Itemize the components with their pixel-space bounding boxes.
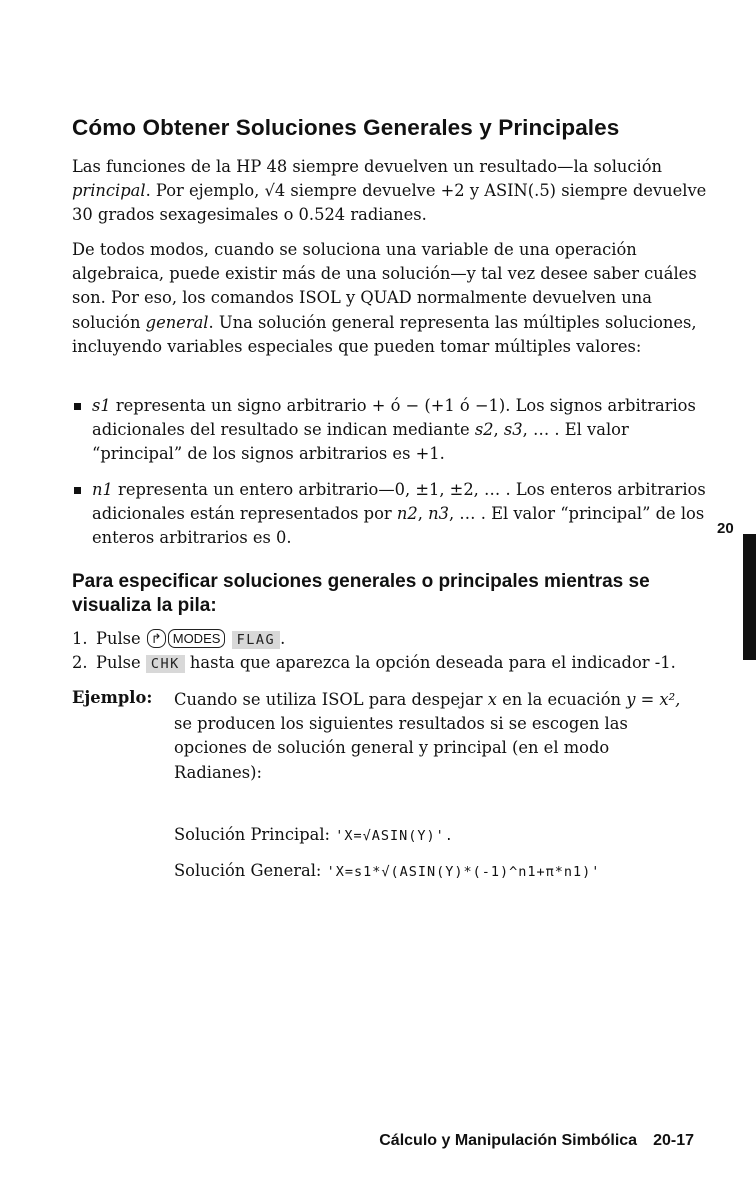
var-n3: n3 — [428, 504, 449, 524]
paragraph-text: De todos modos, cuando se soluciona una variable de una operación algebraica, puede existir más de una solución—y tal vez desee saber cuáles son. Por eso, los comandos ISOL y QUAD normalmente devuelven una solución — [72, 240, 697, 332]
modes-key: MODES — [168, 629, 226, 648]
paragraph-principal — [72, 155, 712, 228]
bullet-text-part: , … . El valor “principal” de los signos arbitrarios es +1. — [92, 420, 629, 464]
step-text: hasta que aparezca la opción deseada para el indicador -1. — [184, 653, 676, 673]
footer-title: Cálculo y Manipulación Simbólica — [379, 1132, 638, 1149]
bullet-text — [92, 478, 712, 551]
step-text: Pulse — [96, 653, 146, 673]
example-label: Ejemplo: — [72, 688, 153, 707]
chapter-tab-number: 20 — [717, 520, 734, 537]
paragraph-general — [72, 238, 712, 359]
procedure-steps — [72, 627, 692, 675]
bullet-item-sign — [72, 394, 712, 467]
example-text — [174, 688, 694, 785]
bullet-text-part: representa un entero arbitrario—0, ±1, ±2, … . Los enteros arbitrarios adicionales están representados por — [92, 480, 706, 524]
bullet-text-part: , — [417, 504, 429, 524]
var-s2: s2 — [474, 420, 494, 440]
emphasis-general: general — [145, 312, 209, 332]
solution-label: Solución Principal: — [174, 825, 336, 844]
bullet-item-integer — [72, 478, 712, 551]
flag-menu-key: FLAG — [232, 631, 281, 649]
paragraph-text: . Por ejemplo, √4 siempre devuelve +2 y ASIN(.5) siempre devuelve 30 grados sexagesimales o 0.524 radianes. — [72, 181, 707, 225]
general-solution — [174, 859, 694, 884]
var-x: x — [487, 690, 497, 709]
var-n1: n1 — [92, 480, 113, 499]
chk-menu-key: CHK — [146, 655, 185, 673]
var-s3: s3 — [503, 420, 523, 440]
solution-label: Solución General: — [174, 861, 327, 880]
page-number: 20-17 — [653, 1132, 694, 1149]
example-text-part: se producen los siguientes resultados si se escogen las opciones de solución general y principal (en el modo Radianes): — [174, 714, 628, 782]
step-number: 2. — [72, 653, 88, 673]
bullet-text — [92, 394, 712, 467]
paragraph-text: Las funciones de la HP 48 siempre devuelven un resultado—la solución — [72, 157, 663, 176]
solution-value: 'X=s1*√(ASIN(Y)*(-1)^n1+π*n1)' — [326, 864, 601, 880]
paragraph-text: . Una solución general representa las múltiples soluciones, incluyendo variables especiales que pueden tomar múltiples valores: — [72, 312, 697, 356]
step-text: Pulse — [96, 629, 146, 648]
chapter-tab-marker — [743, 534, 756, 660]
example-text-part: en la ecuación — [496, 690, 627, 709]
step-2 — [72, 651, 692, 675]
var-s1: s1 — [92, 396, 111, 415]
bullet-icon — [74, 403, 81, 410]
principal-solution — [174, 823, 694, 848]
bullet-text-part: representa un signo arbitrario + ó − (+1 ó −1). Los signos arbitrarios adicionales del resultado se indican mediante — [92, 396, 696, 440]
equation: y = x², — [626, 690, 681, 709]
step-1 — [72, 627, 692, 651]
step-number: 1. — [72, 629, 88, 648]
bullet-icon — [74, 487, 81, 494]
var-n2: n2 — [396, 504, 418, 524]
example-text-part: Cuando se utiliza ISOL para despejar — [174, 690, 488, 709]
solution-value: 'X=√ASIN(Y)'. — [335, 828, 454, 844]
right-shift-key-icon: ↱ — [147, 629, 166, 648]
bullet-text-part: , — [493, 420, 504, 440]
page-footer — [379, 1132, 694, 1150]
emphasis-principal: principal — [72, 181, 146, 201]
procedure-heading: Para especificar soluciones generales o principales mientras se visualiza la pila: — [72, 571, 650, 616]
section-heading: Cómo Obtener Soluciones Generales y Principales — [72, 115, 620, 140]
step-text: . — [280, 629, 286, 648]
bullet-text-part: , … . El valor “principal” de los enteros arbitrarios es 0. — [92, 504, 705, 548]
